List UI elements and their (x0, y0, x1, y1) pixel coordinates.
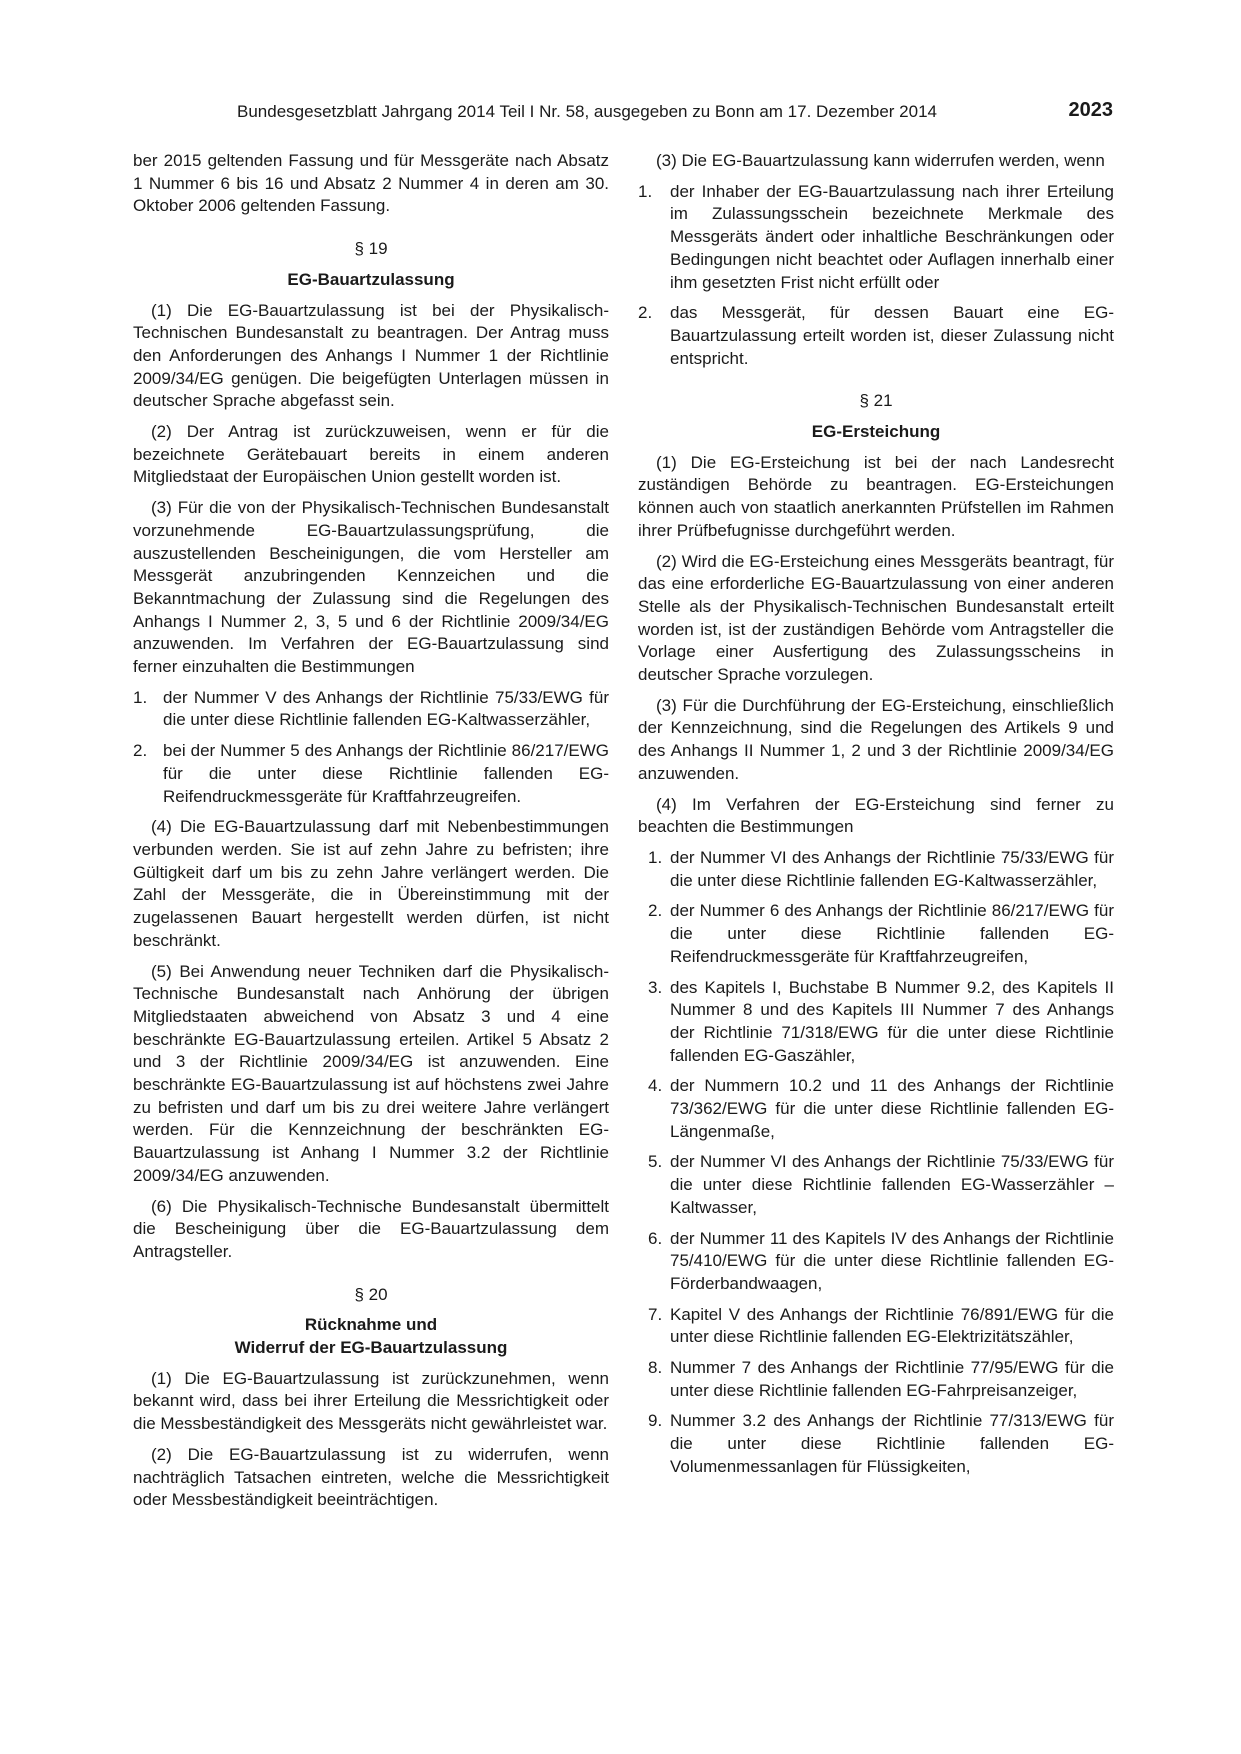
paragraph: (1) Die EG-Ersteichung ist bei der nach Landesrecht zuständigen Behörde zu beantragen. EG-Ersteichungen können auch von staatlich anerkannten Prüfstellen im Rahmen ihrer Prüfbefugnisse durchgeführt werden. (638, 452, 1114, 540)
list-text: der Nummer 11 des Kapitels IV des Anhangs der Richtlinie 75/410/EWG für die unter diese Richtlinie fallenden EG-Förderbandwaagen, (670, 1228, 1114, 1293)
section-number-21: § 21 (859, 391, 893, 411)
paragraph: (1) Die EG-Bauartzulassung ist zurückzunehmen, wenn bekannt wird, dass bei ihrer Erteilung die Messrichtigkeit oder die Messbeständigkeit des Messgeräts nicht gewährleistet war. (133, 1368, 609, 1434)
list-text: Nummer 7 des Anhangs der Richtlinie 77/95/EWG für die unter diese Richtlinie fallenden EG-Fahrpreisanzeiger, (670, 1358, 1114, 1400)
list-item (638, 900, 1114, 968)
list-text: bei der Nummer 5 des Anhangs der Richtlinie 86/217/EWG für die unter diese Richtlinie fallenden EG-Reifendruckmessgeräte für Kraftfahrzeugreifen. (163, 741, 609, 806)
paragraph: (4) Die EG-Bauartzulassung darf mit Nebenbestimmungen verbunden werden. Sie ist auf zehn Jahre zu befristen; ihre Gültigkeit darf um bis zu zehn Jahre verlängert werden. Die Zahl der Messgeräte, die in Übereinstimmung mit der zugelassenen Bauart hergestellt werden dürfen, ist nicht beschränkt. (133, 817, 609, 950)
running-header: Bundesgesetzblatt Jahrgang 2014 Teil I Nr. 58, ausgegeben zu Bonn am 17. Dezember 2014 (237, 102, 937, 121)
section-number-20: § 20 (354, 1284, 388, 1304)
left-column (133, 150, 609, 1520)
list-number: 1. (638, 181, 653, 201)
list-number: 6. (648, 1228, 663, 1248)
paragraph: (3) Für die Durchführung der EG-Ersteichung, einschließlich der Kennzeichnung, sind die Regelungen des Artikels 9 und des Anhangs II Nummer 1, 2 und 3 der Richtlinie 2009/34/EG anzuwenden. (638, 695, 1114, 783)
list-text: der Nummer VI des Anhangs der Richtlinie 75/33/EWG für die unter diese Richtlinie fallenden EG-Wasserzähler – Kaltwasser, (670, 1152, 1114, 1217)
list-text: das Messgerät, für dessen Bauart eine EG-Bauartzulassung erteilt worden ist, dieser Zulassung nicht entspricht. (670, 303, 1114, 368)
list-number: 9. (648, 1411, 663, 1431)
list-number: 2. (638, 303, 653, 323)
intro-paragraph: ber 2015 geltenden Fassung und für Messgeräte nach Absatz 1 Nummer 6 bis 16 und Absatz 2 Nummer 4 in deren am 30. Oktober 2006 geltenden Fassung. (133, 151, 609, 216)
list-item (133, 687, 609, 732)
list-number: 3. (648, 977, 663, 997)
list-item (638, 1357, 1114, 1402)
section-title-20-line1: Rücknahme und (304, 1315, 438, 1335)
page-number: 2023 (1068, 99, 1113, 121)
page-header (237, 98, 1113, 126)
list-number: 4. (648, 1076, 663, 1096)
paragraph: (2) Der Antrag ist zurückzuweisen, wenn er für die bezeichnete Gerätebauart bereits in einem anderen Mitgliedstaat der Europäischen Union gestellt worden ist. (133, 422, 609, 487)
list-number: 8. (648, 1358, 663, 1378)
section-title-19: EG-Bauartzulassung (287, 269, 455, 289)
list-number: 1. (648, 847, 663, 867)
list-number: 5. (648, 1152, 663, 1172)
paragraph: (6) Die Physikalisch-Technische Bundesanstalt übermittelt die Bescheinigung über die EG-Bauartzulassung dem Antragsteller. (133, 1196, 609, 1261)
right-column (638, 150, 1114, 1487)
list-item (638, 181, 1114, 295)
list-item (638, 1075, 1114, 1143)
list-item (638, 1410, 1114, 1478)
paragraph: (1) Die EG-Bauartzulassung ist bei der Physikalisch-Technischen Bundesanstalt zu beantragen. Der Antrag muss den Anforderungen des Anhangs I Nummer 1 der Richtlinie 2009/34/EG genügen. Die beigefügten Unterlagen müssen in deutscher Sprache abgefasst sein. (133, 300, 609, 411)
section-title-21: EG-Ersteichung (811, 422, 941, 442)
list-item (638, 302, 1114, 370)
list-text: des Kapitels I, Buchstabe B Nummer 9.2, des Kapitels II Nummer 8 und des Kapitels III Nummer 7 des Anhangs der Richtlinie 71/318/EWG für die unter diese Richtlinie fallenden EG-Gaszähler, (670, 977, 1114, 1065)
paragraph: (5) Bei Anwendung neuer Techniken darf die Physikalisch-Technische Bundesanstalt nach Anhörung der übrigen Mitgliedstaaten abweichend von Absatz 3 und 4 eine beschränkte EG-Bauartzulassung erteilen. Artikel 5 Absatz 2 und 3 der Richtlinie 2009/34/EG ist anzuwenden. Eine beschränkte EG-Bauartzulassung ist auf höchstens zwei Jahre zu befristen und darf um bis zu drei weitere Jahre verlängert werden. Für die Kennzeichnung der beschränkten EG-Bauartzulassung ist Anhang I Nummer 3.2 der Richtlinie 2009/34/EG anzuwenden. (133, 961, 609, 1185)
list-item (133, 740, 609, 808)
paragraph: (2) Wird die EG-Ersteichung eines Messgeräts beantragt, für das eine erforderliche EG-Bauartzulassung von einer anderen Stelle als der Physikalisch-Technischen Bundesanstalt erteilt worden ist, ist der zuständigen Behörde vom Antragsteller die Vorlage einer Ausfertigung des Zulassungsscheins in deutscher Sprache vorzulegen. (638, 551, 1114, 685)
list-number: 1. (133, 687, 148, 707)
list-item (638, 847, 1114, 892)
numbered-list (133, 687, 609, 809)
list-number: 2. (648, 901, 663, 921)
list-text: der Inhaber der EG-Bauartzulassung nach ihrer Erteilung im Zulassungsschein bezeichnete Merkmale des Messgeräts ändert oder inhaltliche Beschränkungen oder Bedingungen nicht beachtet oder Auflagen innerhalb einer ihm gesetzten Frist nicht erfüllt oder (670, 181, 1114, 292)
list-item (638, 977, 1114, 1068)
list-text: Nummer 3.2 des Anhangs der Richtlinie 77/313/EWG für die unter diese Richtlinie fallenden EG-Volumenmessanlagen für Flüssigkeiten, (670, 1411, 1114, 1476)
paragraph: (3) Die EG-Bauartzulassung kann widerrufen werden, wenn (656, 151, 1105, 170)
section-number-19: § 19 (354, 239, 388, 259)
list-text: der Nummern 10.2 und 11 des Anhangs der Richtlinie 73/362/EWG für die unter diese Richtlinie fallenden EG-Längenmaße, (670, 1076, 1114, 1141)
paragraph: (4) Im Verfahren der EG-Ersteichung sind ferner zu beachten die Bestimmungen (638, 794, 1114, 837)
list-text: der Nummer 6 des Anhangs der Richtlinie 86/217/EWG für die unter diese Richtlinie fallenden EG-Reifendruckmessgeräte für Kraftfahrzeugreifen, (670, 901, 1114, 966)
list-item (638, 1228, 1114, 1296)
list-number: 2. (133, 741, 148, 761)
list-text: der Nummer V des Anhangs der Richtlinie 75/33/EWG für die unter diese Richtlinie fallenden EG-Kaltwasserzähler, (163, 687, 609, 730)
paragraph: (2) Die EG-Bauartzulassung ist zu widerrufen, wenn nachträglich Tatsachen eintreten, welche die Messrichtigkeit oder Messbeständigkeit beeinträchtigen. (133, 1444, 609, 1510)
numbered-list (638, 181, 1114, 371)
list-number: 7. (648, 1304, 663, 1324)
numbered-list (638, 847, 1114, 1479)
list-text: Kapitel V des Anhangs der Richtlinie 76/891/EWG für die unter diese Richtlinie fallenden EG-Elektrizitätszähler, (670, 1304, 1114, 1347)
section-title-20-line2: Widerruf der EG-Bauartzulassung (234, 1338, 508, 1358)
list-item (638, 1304, 1114, 1349)
paragraph: (3) Für die von der Physikalisch-Technischen Bundesanstalt vorzunehmende EG-Bauartzulassungsprüfung, die auszustellenden Bescheinigungen, die vom Hersteller am Messgerät anzubringenden Kennzeichen und die Bekanntmachung der Zulassung sind die Regelungen des Anhangs I Nummer 2, 3, 5 und 6 der Richtlinie 2009/34/EG anzuwenden. Im Verfahren der EG-Bauartzulassung sind ferner einzuhalten die Bestimmungen (133, 498, 609, 677)
list-text: der Nummer VI des Anhangs der Richtlinie 75/33/EWG für die unter diese Richtlinie fallenden EG-Kaltwasserzähler, (670, 847, 1114, 890)
list-item (638, 1151, 1114, 1219)
